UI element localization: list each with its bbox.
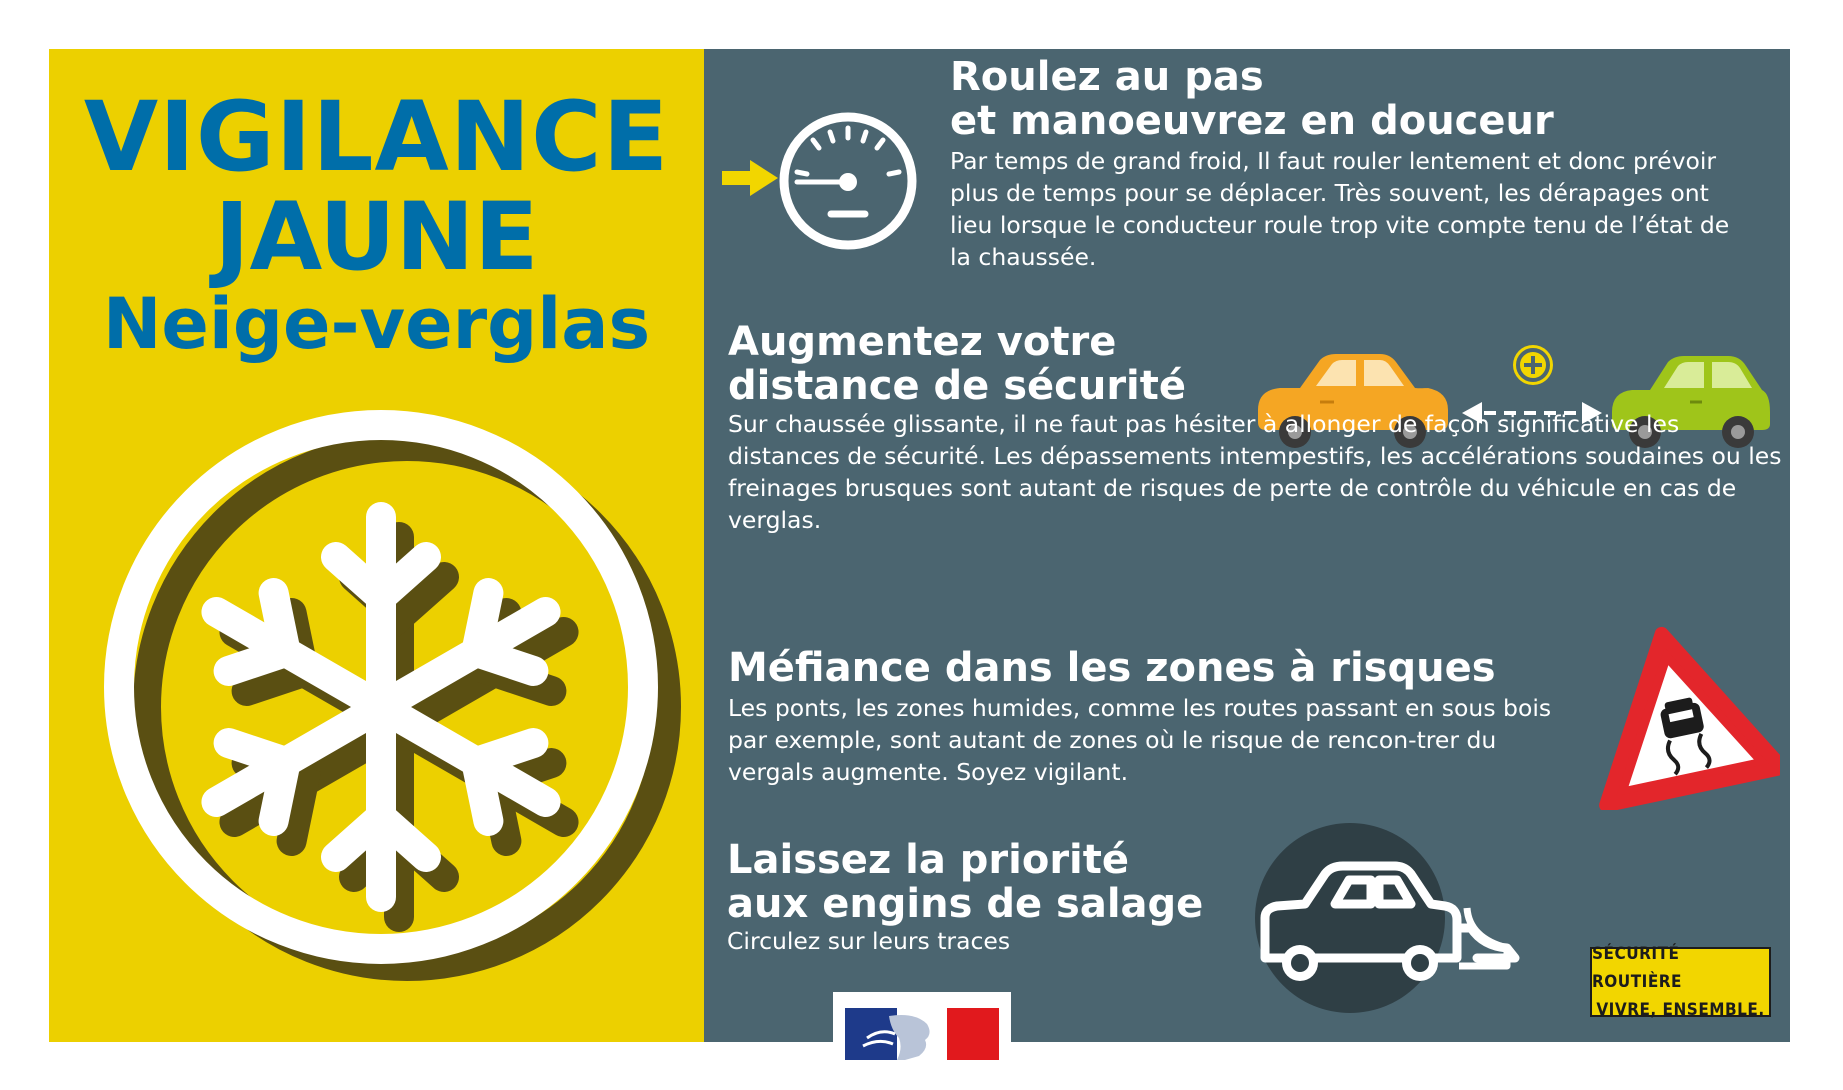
brand-line-2: VIVRE, ENSEMBLE.	[1596, 1000, 1765, 1020]
section-salt-trucks-body: Circulez sur leurs traces	[727, 927, 1011, 955]
section-salt-trucks-heading-2: aux engins de salage	[727, 881, 1204, 927]
section-speed-heading-2: et manoeuvrez en douceur	[950, 98, 1554, 144]
section-distance-heading-2: distance de sécurité	[728, 363, 1187, 409]
marianne-flag-icon	[845, 1008, 999, 1060]
slippery-road-warning-icon	[1580, 620, 1780, 810]
title-vigilance: VIGILANCE	[83, 81, 670, 193]
brand-line-1: SÉCURITÉ ROUTIÈRE	[1592, 944, 1682, 992]
section-speed	[950, 55, 1750, 273]
republique-francaise-logo	[833, 992, 1011, 1090]
title-jaune: JAUNE	[214, 183, 539, 292]
snowflake-icon	[89, 389, 689, 1009]
section-risk-zones-body: Les ponts, les zones humides, comme les routes passant en sous bois par exemple, sont autant de zones où le risque de rencon-trer du vergals augmente. Soyez vigilant.	[728, 694, 1552, 786]
securite-routiere-logo	[1590, 944, 1771, 1020]
section-risk-zones-heading: Méfiance dans les zones à risques	[728, 645, 1496, 691]
section-distance-body: Sur chaussée glissante, il ne faut pas hésiter à allonger de façon significative les distances de sécurité. Les dépassements intempestifs, les accélérations soudaines ou les freinages brusques sont autant de risques de perte de contrôle du véhicule en cas de verglas.	[728, 410, 1782, 534]
section-speed-heading-1: Roulez au pas	[950, 54, 1264, 100]
section-risk-zones	[728, 646, 1558, 788]
speedometer-icon	[773, 106, 923, 256]
title-neige-verglas: Neige-verglas	[102, 283, 651, 365]
section-salt-trucks-heading-1: Laissez la priorité	[727, 837, 1130, 883]
left-panel	[49, 49, 704, 1042]
snowplow-icon	[1245, 808, 1525, 1028]
section-distance-heading-1: Augmentez votre	[728, 319, 1117, 365]
section-distance	[728, 320, 1783, 536]
section-speed-body: Par temps de grand froid, Il faut rouler lentement et donc prévoir plus de temps pour se déplacer. Très souvent, les dérapages ont lieu lorsque le conducteur roule trop vite compte tenu de l’état de la chaussée.	[950, 147, 1730, 271]
section-salt-trucks	[727, 838, 1287, 956]
